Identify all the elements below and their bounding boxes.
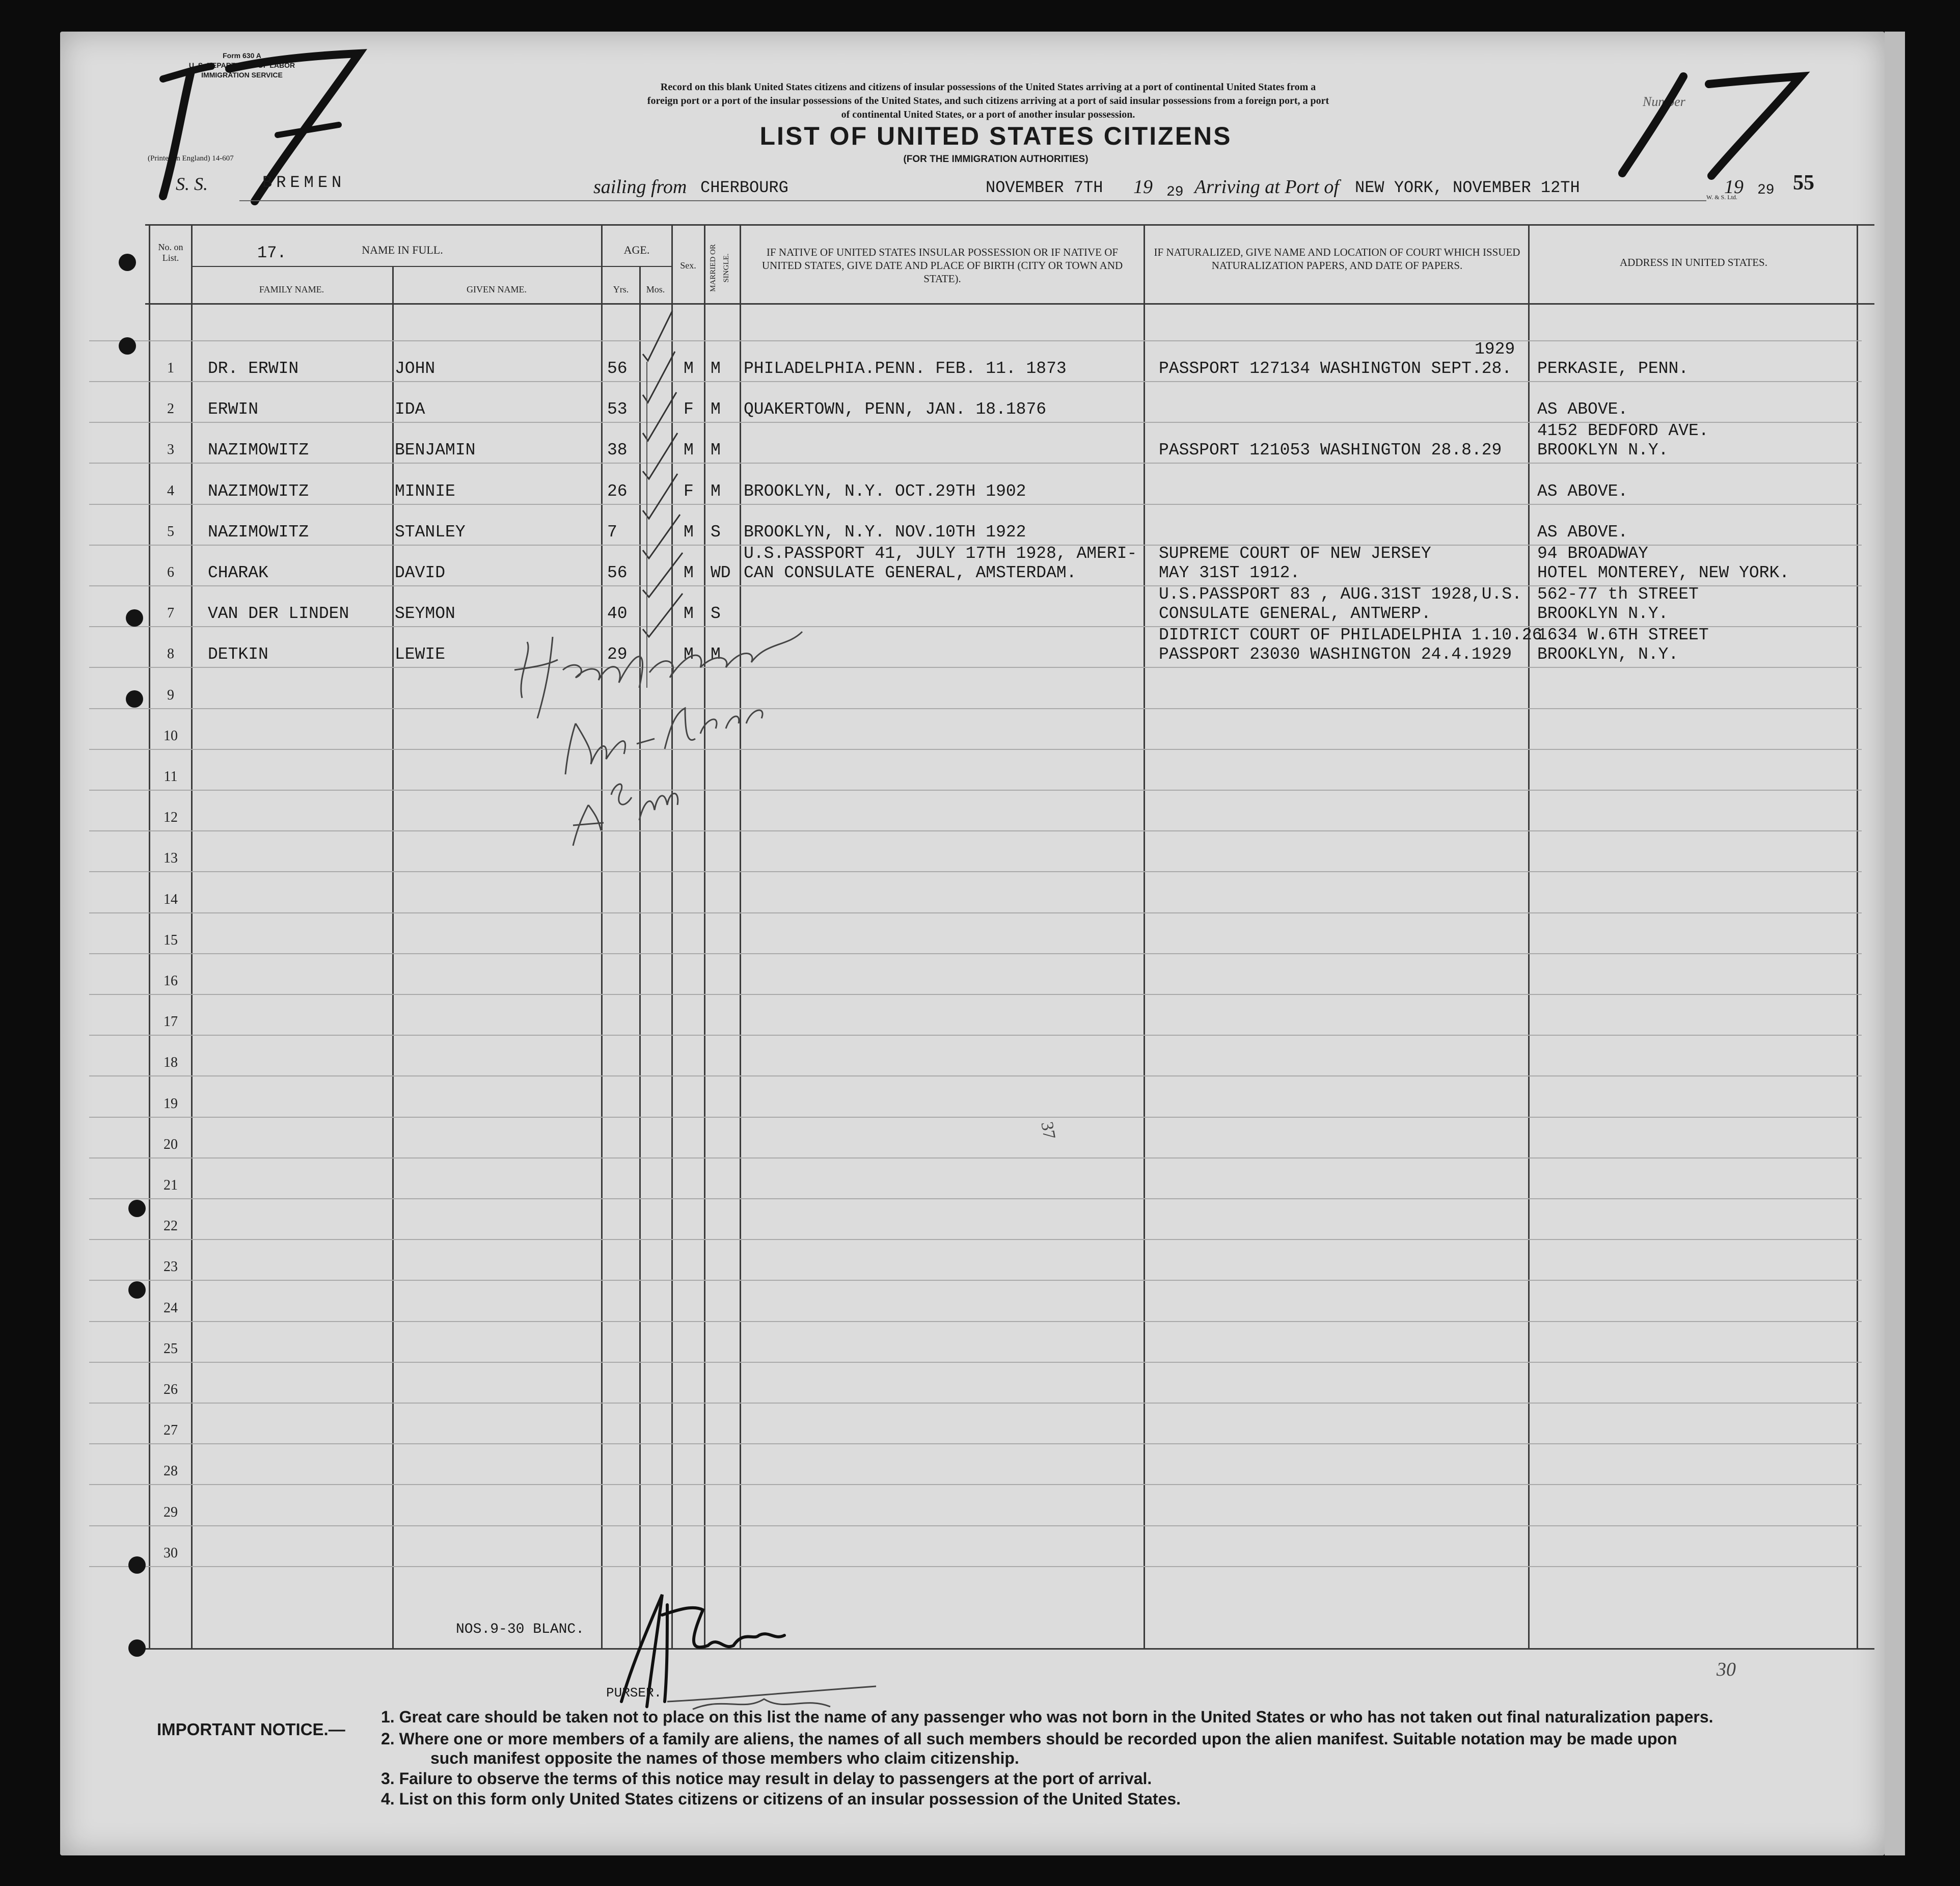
form-number: Form 630 A bbox=[223, 51, 261, 60]
arrival-port: NEW YORK, NOVEMBER 12TH bbox=[1355, 178, 1580, 197]
family-name: CHARAK bbox=[208, 563, 268, 582]
instruction-line: foreign port or a port of the insular possessions of the United States, and such citizens arriving at a port of said insular possessions from a foreign port, a port bbox=[647, 95, 1329, 106]
page-subtitle: (FOR THE IMMIGRATION AUTHORITIES) bbox=[903, 154, 1088, 165]
row-number: 18 bbox=[164, 1055, 178, 1070]
row-rule bbox=[89, 1362, 1862, 1363]
family-name: DR. ERWIN bbox=[208, 359, 299, 378]
address: AS ABOVE. bbox=[1537, 523, 1628, 542]
row-number: 1 bbox=[167, 360, 174, 376]
stamp-number: 55 bbox=[1793, 171, 1814, 195]
row-number: 24 bbox=[164, 1300, 178, 1316]
pencil-number: 37 bbox=[1037, 1120, 1059, 1141]
printer-mark: W. & S. Ltd. bbox=[1706, 194, 1737, 201]
birth-info: QUAKERTOWN, PENN, JAN. 18.1876 bbox=[744, 400, 1047, 419]
marital-status: M bbox=[711, 359, 721, 378]
row-number: 16 bbox=[164, 973, 178, 989]
header-naturalized: IF NATURALIZED, GIVE NAME AND LOCATION OF COURT WHICH ISSUED NATURALIZATION PAPERS, AND DATE OF PAPERS. bbox=[1154, 246, 1520, 272]
notice-3: 3. Failure to observe the terms of this notice may result in delay to passengers at the port of arrival. bbox=[381, 1769, 1152, 1788]
header-married: MARRIED OR SINGLE. bbox=[709, 244, 730, 292]
col-border bbox=[740, 224, 741, 1648]
row-number: 10 bbox=[164, 728, 178, 744]
family-name: ERWIN bbox=[208, 400, 259, 419]
col-border bbox=[191, 224, 193, 1648]
service: IMMIGRATION SERVICE bbox=[201, 71, 283, 79]
punch-hole bbox=[119, 337, 136, 355]
row-rule bbox=[89, 830, 1862, 831]
address-line1: 1634 W.6TH STREET bbox=[1537, 626, 1709, 644]
row-number: 20 bbox=[164, 1137, 178, 1152]
instruction-line: of continental United States, or a port of another insular possession. bbox=[841, 109, 1135, 120]
header-family-name: FAMILY NAME. bbox=[259, 284, 324, 294]
family-name: NAZIMOWITZ bbox=[208, 523, 309, 542]
address: AS ABOVE. bbox=[1537, 482, 1628, 501]
punch-hole bbox=[119, 254, 136, 271]
row-rule bbox=[89, 1566, 1862, 1567]
row-rule bbox=[89, 1117, 1862, 1118]
row-rule bbox=[89, 749, 1862, 750]
paper-edge bbox=[1885, 32, 1905, 1855]
sex: M bbox=[684, 359, 694, 378]
address: BROOKLYN N.Y. bbox=[1537, 604, 1669, 623]
address: HOTEL MONTEREY, NEW YORK. bbox=[1537, 563, 1790, 582]
given-name: LEWIE bbox=[395, 645, 446, 664]
family-name: VAN DER LINDEN bbox=[208, 604, 349, 623]
row-number: 13 bbox=[164, 850, 178, 866]
row-number: 22 bbox=[164, 1218, 178, 1234]
row-rule bbox=[89, 953, 1862, 954]
row-number: 6 bbox=[167, 564, 174, 580]
given-name: JOHN bbox=[395, 359, 435, 378]
marital-status: WD bbox=[711, 563, 731, 582]
naturalization-info: PASSPORT 121053 WASHINGTON 28.8.29 bbox=[1159, 441, 1502, 460]
manifest-sheet bbox=[60, 32, 1885, 1855]
header-months: Mos. bbox=[646, 284, 665, 294]
header-age: AGE. bbox=[623, 244, 650, 256]
row-number: 28 bbox=[164, 1463, 178, 1479]
departure-year: 29 bbox=[1166, 184, 1184, 200]
department: U. S. DEPARTMENT OF LABOR bbox=[188, 61, 295, 69]
naturalization-line1: DIDTRICT COURT OF PHILADELPHIA 1.10.26 bbox=[1159, 626, 1542, 644]
naturalization-info: MAY 31ST 1912. bbox=[1159, 563, 1300, 582]
row-number: 26 bbox=[164, 1382, 178, 1397]
row-rule bbox=[89, 1280, 1862, 1281]
marital-status: M bbox=[711, 645, 721, 664]
row-number: 5 bbox=[167, 524, 174, 540]
age-header-divider bbox=[601, 266, 672, 267]
row-rule bbox=[89, 1321, 1862, 1322]
sex: M bbox=[684, 523, 694, 542]
marital-status: M bbox=[711, 441, 721, 460]
notice-2: 2. Where one or more members of a family are aliens, the names of all such members should be recorded upon the alien manifest. Suitable notation may be made upon bbox=[381, 1730, 1677, 1748]
given-name: BENJAMIN bbox=[395, 441, 476, 460]
row-number: 25 bbox=[164, 1341, 178, 1357]
row-rule bbox=[89, 708, 1862, 709]
row-number: 3 bbox=[167, 442, 174, 457]
col-border bbox=[392, 266, 394, 1648]
handwritten-number-right bbox=[1612, 66, 1811, 183]
address-line1: 94 BROADWAY bbox=[1537, 544, 1648, 563]
naturalization-info: CONSULATE GENERAL, ANTWERP. bbox=[1159, 604, 1431, 623]
sex: F bbox=[684, 400, 694, 419]
address: BROOKLYN, N.Y. bbox=[1537, 645, 1679, 664]
col-border bbox=[601, 224, 603, 1648]
table-top-border bbox=[145, 224, 1874, 226]
address-line1: 562-77 th STREET bbox=[1537, 585, 1699, 604]
row-rule bbox=[89, 1157, 1862, 1158]
row-number: 8 bbox=[167, 646, 174, 662]
punch-hole bbox=[128, 1556, 146, 1574]
punch-hole bbox=[128, 1281, 146, 1299]
sex: F bbox=[684, 482, 694, 501]
naturalization-info: PASSPORT 23030 WASHINGTON 24.4.1929 bbox=[1159, 645, 1512, 664]
row-number: 17 bbox=[164, 1014, 178, 1030]
birth-info: BROOKLYN, N.Y. OCT.29TH 1902 bbox=[744, 482, 1026, 501]
row-rule bbox=[89, 340, 1862, 341]
age-years: 38 bbox=[607, 441, 628, 460]
marital-status: M bbox=[711, 482, 721, 501]
age-years: 29 bbox=[607, 645, 628, 664]
row-rule bbox=[89, 871, 1862, 872]
notice-1: 1. Great care should be taken not to place on this list the name of any passenger who was not born in the United States or who has not taken out final naturalization papers. bbox=[381, 1708, 1713, 1726]
birth-info: BROOKLYN, N.Y. NOV.10TH 1922 bbox=[744, 523, 1026, 542]
punch-hole bbox=[126, 609, 143, 627]
punch-hole bbox=[126, 690, 143, 708]
address: AS ABOVE. bbox=[1537, 400, 1628, 419]
header-sex: Sex. bbox=[680, 260, 696, 271]
table-bottom-border bbox=[145, 1648, 1874, 1650]
birth-info: PHILADELPHIA.PENN. FEB. 11. 1873 bbox=[744, 359, 1067, 378]
given-name: STANLEY bbox=[395, 523, 466, 542]
given-name: IDA bbox=[395, 400, 425, 419]
row-rule bbox=[89, 1198, 1862, 1199]
header-address: ADDRESS IN UNITED STATES. bbox=[1620, 256, 1767, 268]
row-number: 11 bbox=[164, 769, 178, 785]
row-number: 7 bbox=[167, 605, 174, 621]
col-border bbox=[1144, 224, 1145, 1648]
header-bottom-border bbox=[145, 303, 1874, 305]
row-rule bbox=[89, 504, 1862, 505]
family-name: NAZIMOWITZ bbox=[208, 441, 309, 460]
year-prefix-1: 19 bbox=[1133, 176, 1153, 198]
family-name: NAZIMOWITZ bbox=[208, 482, 309, 501]
row-number: 4 bbox=[167, 483, 174, 499]
punch-hole bbox=[128, 1639, 146, 1657]
birth-info-line1: U.S.PASSPORT 41, JULY 17TH 1928, AMERI- bbox=[744, 544, 1137, 563]
naturalization-info: PASSPORT 127134 WASHINGTON SEPT.28. bbox=[1159, 359, 1512, 378]
age-years: 56 bbox=[607, 359, 628, 378]
given-name: MINNIE bbox=[395, 482, 455, 501]
given-name: DAVID bbox=[395, 563, 446, 582]
row-number: 14 bbox=[164, 892, 178, 907]
notice-label: IMPORTANT NOTICE.— bbox=[157, 1720, 345, 1739]
arriving-label: Arriving at Port of bbox=[1194, 176, 1339, 198]
row-rule bbox=[89, 463, 1862, 464]
birth-info: CAN CONSULATE GENERAL, AMSTERDAM. bbox=[744, 563, 1077, 582]
age-years: 56 bbox=[607, 563, 628, 582]
address-line1: 4152 BEDFORD AVE. bbox=[1537, 421, 1709, 440]
row-number: 27 bbox=[164, 1422, 178, 1438]
row-number: 19 bbox=[164, 1096, 178, 1112]
family-name: DETKIN bbox=[208, 645, 268, 664]
blank-rows-note: NOS.9-30 BLANC. bbox=[456, 1622, 585, 1637]
form-instruction bbox=[453, 80, 1523, 122]
notice-4: 4. List on this form only United States citizens or citizens of an insular possession of the United States. bbox=[381, 1790, 1181, 1808]
sex: M bbox=[684, 563, 694, 582]
row-rule bbox=[89, 1239, 1862, 1240]
sex: M bbox=[684, 604, 694, 623]
row-rule bbox=[89, 1035, 1862, 1036]
row-number: 9 bbox=[167, 687, 174, 703]
header-no-on-list: No. on List. bbox=[158, 242, 183, 263]
row-number: 23 bbox=[164, 1259, 178, 1275]
row-number: 30 bbox=[164, 1545, 178, 1561]
purser-label: PURSER. bbox=[606, 1685, 662, 1701]
col-border bbox=[1528, 224, 1530, 1648]
departure-date: NOVEMBER 7TH bbox=[986, 178, 1103, 197]
address: BROOKLYN N.Y. bbox=[1537, 441, 1669, 460]
row-rule bbox=[89, 912, 1862, 913]
row-number: 21 bbox=[164, 1177, 178, 1193]
row-rule bbox=[89, 790, 1862, 791]
col-border bbox=[1857, 224, 1858, 1648]
row-rule bbox=[89, 1525, 1862, 1526]
row-number: 29 bbox=[164, 1504, 178, 1520]
row-rule bbox=[89, 1403, 1862, 1404]
marital-status: S bbox=[711, 604, 721, 623]
arrival-year: 29 bbox=[1757, 182, 1775, 198]
punch-hole bbox=[128, 1200, 146, 1217]
row-rule bbox=[89, 667, 1862, 668]
sex: M bbox=[684, 645, 694, 664]
age-years: 40 bbox=[607, 604, 628, 623]
age-years: 53 bbox=[607, 400, 628, 419]
naturalization-year: 1929 bbox=[1475, 340, 1515, 359]
voyage-underline bbox=[239, 200, 1706, 201]
page-title: LIST OF UNITED STATES CITIZENS bbox=[759, 122, 1232, 150]
inspector-signature bbox=[502, 622, 812, 897]
sailing-label: sailing from bbox=[593, 176, 687, 198]
departure-port: CHERBOURG bbox=[700, 178, 788, 197]
age-years: 26 bbox=[607, 482, 628, 501]
name-header-divider bbox=[193, 266, 641, 267]
row-rule bbox=[89, 1075, 1862, 1076]
ss-label: S. S. bbox=[176, 174, 208, 194]
header-years: Yrs. bbox=[613, 284, 629, 294]
row-number: 12 bbox=[164, 810, 178, 825]
naturalization-line1: SUPREME COURT OF NEW JERSEY bbox=[1159, 544, 1431, 563]
row-rule bbox=[89, 381, 1862, 382]
header-given-name: GIVEN NAME. bbox=[467, 284, 527, 294]
printed-note: (Printed in England) 14-607 bbox=[148, 154, 234, 163]
given-name: SEYMON bbox=[395, 604, 455, 623]
marital-status: M bbox=[711, 400, 721, 419]
naturalization-line1: U.S.PASSPORT 83 , AUG.31ST 1928,U.S. bbox=[1159, 585, 1522, 604]
age-years: 7 bbox=[607, 523, 617, 542]
col-border bbox=[149, 224, 150, 1648]
notice-2-continued: such manifest opposite the names of those members who claim citizenship. bbox=[430, 1749, 1019, 1767]
address: PERKASIE, PENN. bbox=[1537, 359, 1689, 378]
instruction-line: Record on this blank United States citizens and citizens of insular possessions of the United States arriving at a port of continental United States from a bbox=[660, 82, 1316, 93]
header-name-in-full: NAME IN FULL. bbox=[362, 244, 443, 256]
margin-number: 30 bbox=[1717, 1659, 1736, 1680]
number-label: Number bbox=[1643, 94, 1685, 109]
header-birth: IF NATIVE OF UNITED STATES INSULAR POSSESSION OR IF NATIVE OF UNITED STATES, GIVE DATE AND PLACE OF BIRTH (CITY OR TOWN AND STATE). bbox=[761, 246, 1123, 285]
row-rule bbox=[89, 1484, 1862, 1485]
row-number: 2 bbox=[167, 401, 174, 417]
list-number: 17. bbox=[257, 244, 287, 262]
row-number: 15 bbox=[164, 932, 178, 948]
ship-name: BREMEN bbox=[262, 173, 346, 192]
sex: M bbox=[684, 441, 694, 460]
row-rule bbox=[89, 994, 1862, 995]
year-prefix-2: 19 bbox=[1724, 176, 1744, 198]
row-rule bbox=[89, 1443, 1862, 1444]
marital-status: S bbox=[711, 523, 721, 542]
